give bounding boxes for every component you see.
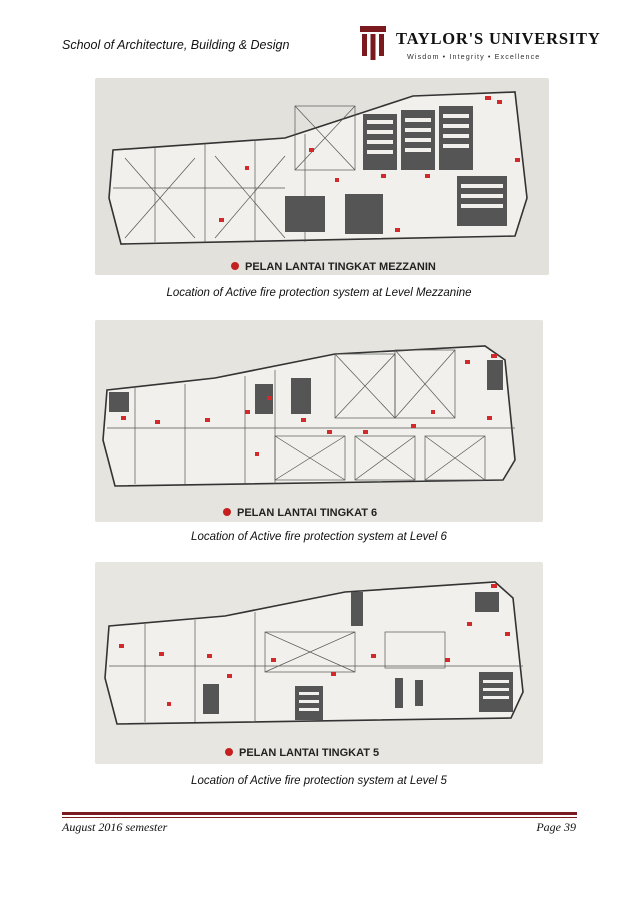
university-name: TAYLOR'S UNIVERSITY [396, 29, 601, 48]
plan-label-mezzanine: PELAN LANTAI TINGKAT MEZZANIN [245, 261, 436, 273]
plan-label-level-6: PELAN LANTAI TINGKAT 6 [237, 507, 378, 519]
header-school-name: School of Architecture, Building & Design [62, 38, 290, 52]
university-motto: Wisdom • Integrity • Excellence [407, 52, 541, 61]
caption-level-5: Location of Active fire protection system at Level 5 [191, 775, 447, 787]
plan-label-level-5: PELAN LANTAI TINGKAT 5 [239, 747, 380, 759]
caption-level-6: Location of Active fire protection system at Level 6 [191, 531, 447, 543]
footer-semester: August 2016 semester [62, 820, 168, 834]
floor-plan-photo-level-5 [95, 562, 543, 764]
university-crest-icon [360, 26, 386, 62]
floor-plan-photo-mezzanine [95, 78, 549, 275]
caption-mezzanine: Location of Active fire protection system at Level Mezzanine [166, 287, 472, 299]
footer-rule-thin [62, 817, 577, 818]
floor-plan-photo-level-6 [95, 320, 543, 522]
university-logo [352, 24, 601, 68]
footer-page-number: Page 39 [536, 820, 576, 834]
footer-rule [62, 812, 577, 815]
